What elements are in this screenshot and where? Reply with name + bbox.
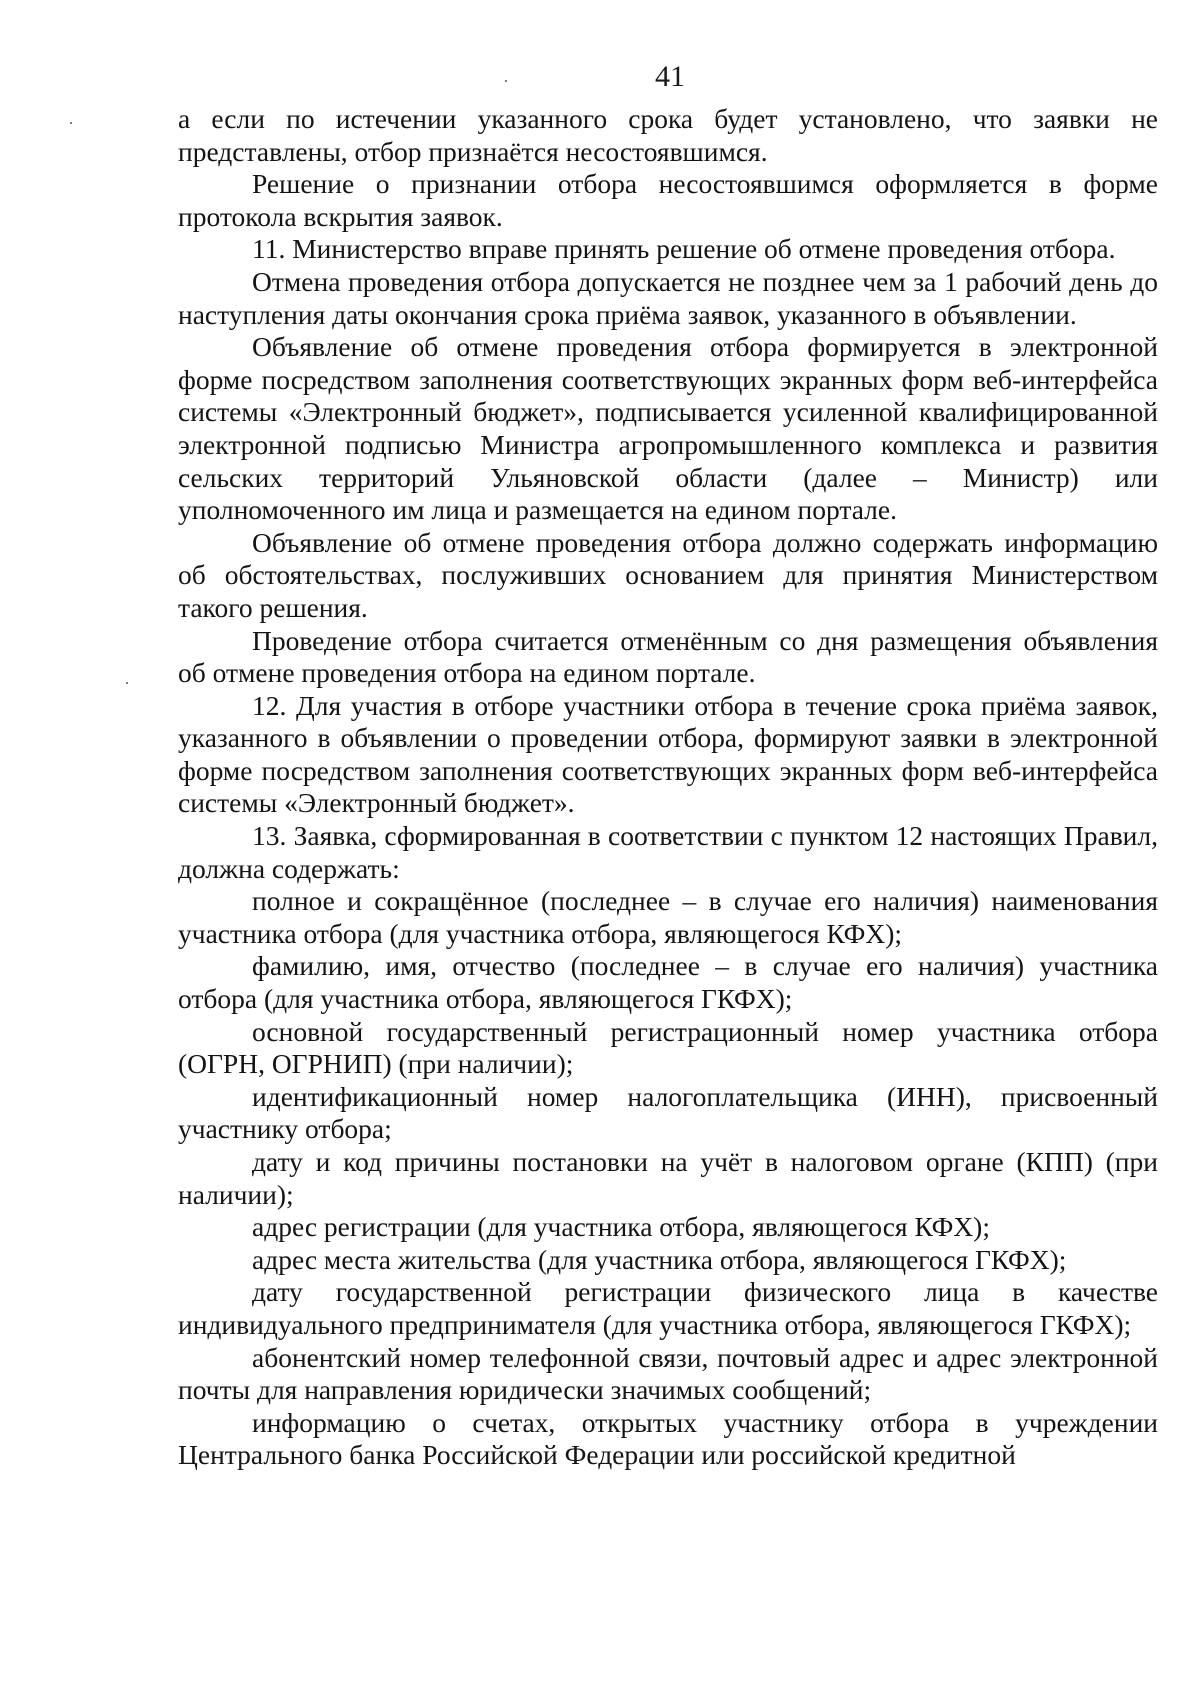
- scan-speck: [70, 122, 72, 124]
- list-item: адрес места жительства (для участника отбора, являющегося ГКФХ);: [252, 1243, 1067, 1275]
- paragraph: Решение о признании отбора несостоявшимся оформляется в форме протокола вскрытия заявок.: [178, 168, 1158, 232]
- scan-speck: [505, 80, 507, 82]
- scan-speck: [126, 682, 128, 684]
- list-item: фамилию, имя, отчество (последнее – в случае его наличия) участника отбора (для участника отбора, являющегося ГКФХ);: [178, 950, 1158, 1015]
- paragraph: 12. Для участия в отборе участники отбора в течение срока приёма заявок, указанного в объявлении о проведении отбора, формируют заявки в электронной форме посредством заполнения соответствующих экранных форм веб-интерфейса системы «Электронный бюджет».: [178, 689, 1158, 819]
- paragraph: 13. Заявка, сформированная в соответствии с пунктом 12 настоящих Правил, должна содержать:: [178, 820, 1158, 884]
- paragraph: Объявление об отмене проведения отбора должно содержать информацию об обстоятельствах, послуживших основанием для принятия Министерством такого решения.: [178, 526, 1158, 623]
- paragraph: а если по истечении указанного срока будет установлено, что заявки не представлены, отбор признаётся несостоявшимся.: [178, 103, 1158, 167]
- paragraph: Объявление об отмене проведения отбора формируется в электронной форме посредством заполнения соответствующих экранных форм веб-интерфейса системы «Электронный бюджет», подписывается усиленной квалифицированной электронной подписью Министра агропромышленного комплекса и развития сельских территорий Ульяновской области (далее – Министр) или уполномоченного им лица и размещается на едином портале.: [178, 331, 1158, 526]
- list-item: дату государственной регистрации физического лица в качестве индивидуального предпринимателя (для участника отбора, являющегося ГКФХ);: [178, 1276, 1158, 1340]
- list-item: дату и код причины постановки на учёт в налоговом органе (КПП) (при наличии);: [178, 1146, 1158, 1210]
- list-item: информацию о счетах, открытых участнику отбора в учреждении Центрального банка Российской Федерации или российской кредитной: [178, 1406, 1158, 1471]
- page-number: 41: [655, 60, 685, 93]
- list-item: абонентский номер телефонной связи, почтовый адрес и адрес электронной почты для направления юридически значимых сообщений;: [178, 1341, 1158, 1406]
- paragraph: Отмена проведения отбора допускается не позднее чем за 1 рабочий день до наступления даты окончания срока приёма заявок, указанного в объявлении.: [178, 265, 1158, 330]
- document-body: [178, 103, 1158, 1472]
- paragraph: Проведение отбора считается отменённым со дня размещения объявления об отмене проведения отбора на едином портале.: [178, 624, 1158, 689]
- list-item: полное и сокращённое (последнее – в случае его наличия) наименования участника отбора (для участника отбора, являющегося КФХ);: [178, 885, 1158, 949]
- paragraph: 11. Министерство вправе принять решение об отмене проведения отбора.: [252, 233, 1116, 265]
- list-item: идентификационный номер налогоплательщика (ИНН), присвоенный участнику отбора;: [178, 1080, 1158, 1145]
- list-item: адрес регистрации (для участника отбора, являющегося КФХ);: [252, 1211, 990, 1243]
- list-item: основной государственный регистрационный номер участника отбора (ОГРН, ОГРНИП) (при наличии);: [178, 1015, 1158, 1080]
